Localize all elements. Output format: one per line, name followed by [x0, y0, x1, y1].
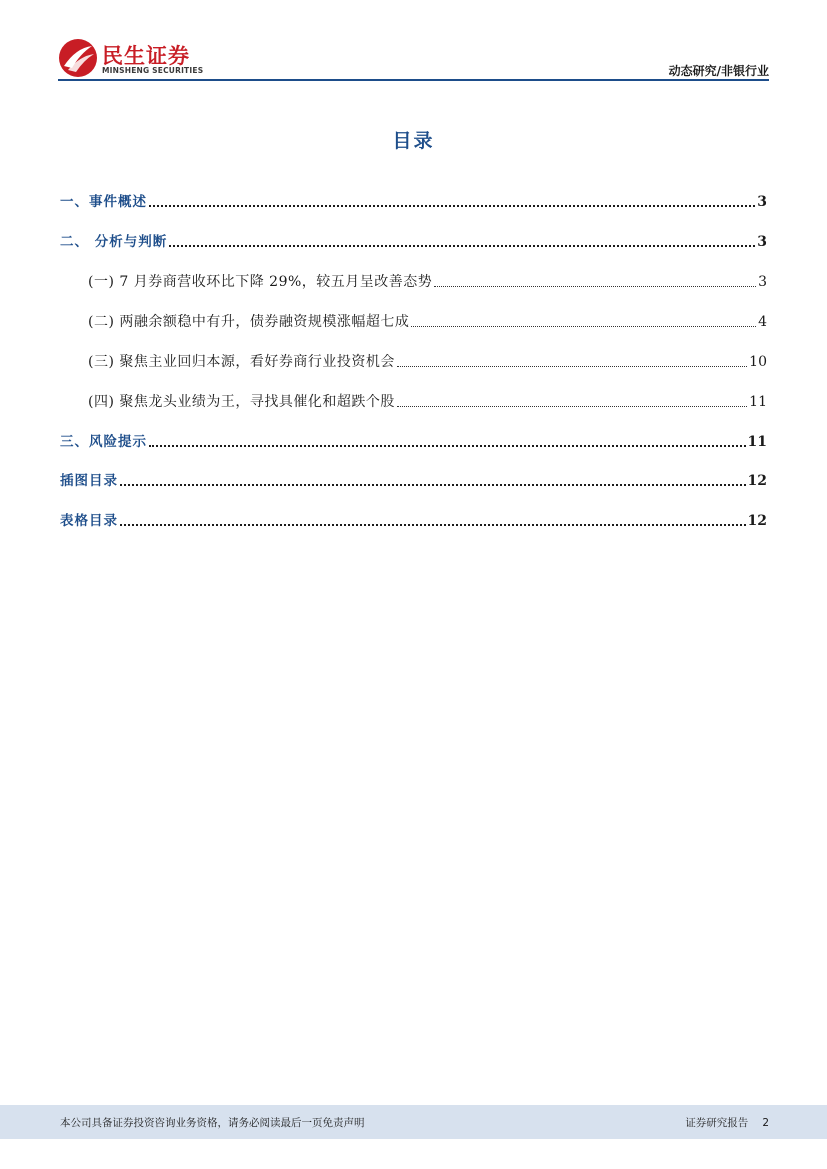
dot-leader: [120, 483, 746, 486]
toc-entry-label: (四) 聚焦龙头业绩为王，寻找具催化和超跌个股: [88, 394, 395, 410]
toc-entry-label: (一) 7 月券商营收环比下降 29%，较五月呈改善态势: [88, 274, 433, 290]
toc-entry-page: 4: [758, 314, 767, 330]
logo-name-en: MINSHENG SECURITIES: [102, 66, 204, 75]
dot-leader: [149, 444, 746, 447]
dot-leader: [169, 244, 755, 247]
page-number: 2: [762, 1117, 769, 1129]
dot-leader: [434, 285, 756, 287]
footer-doc-type: 证券研究报告: [685, 1117, 749, 1129]
toc-entry-label: (二) 两融余额稳中有升，债券融资规模涨幅超七成: [88, 314, 410, 330]
toc-entry-page: 12: [747, 513, 767, 529]
toc-entry-label: (三) 聚焦主业回归本源，看好券商行业投资机会: [88, 354, 395, 370]
logo-name-cn: 民生证券: [102, 44, 190, 68]
toc-entry-page: 3: [758, 274, 767, 290]
toc-title: 目录: [392, 130, 435, 152]
report-type: 动态研究/非银行业: [668, 64, 769, 78]
toc-entry-analysis[interactable]: [60, 230, 767, 254]
minsheng-logo-icon: [58, 38, 98, 78]
toc-entry-label: 插图目录: [60, 473, 118, 489]
toc-entry-page: 12: [747, 473, 767, 489]
toc-entry-page: 3: [757, 234, 767, 250]
dot-leader: [120, 523, 746, 526]
toc-entry-label: 一、事件概述: [60, 194, 147, 210]
page-footer: [0, 1105, 827, 1139]
toc-entry-label: 三、风险提示: [60, 434, 147, 450]
page-header: [0, 0, 827, 82]
toc-entry-margin-financing[interactable]: [88, 310, 767, 334]
toc-entry-label: 表格目录: [60, 513, 118, 529]
dot-leader: [397, 405, 747, 407]
toc-entry-label: 二、 分析与判断: [60, 234, 168, 250]
toc-entry-core-business[interactable]: [88, 350, 767, 374]
dot-leader: [411, 325, 756, 327]
toc-entry-page: 3: [757, 194, 767, 210]
footer-disclaimer: 本公司具备证券投资咨询业务资格，请务必阅读最后一页免责声明: [60, 1117, 365, 1129]
toc-entry-page: 11: [747, 434, 767, 450]
toc-entry-table-index[interactable]: [60, 509, 767, 533]
toc-entry-risk-warning[interactable]: [60, 430, 767, 454]
dot-leader: [149, 204, 755, 207]
dot-leader: [397, 365, 747, 367]
toc-entry-page: 11: [749, 394, 767, 410]
toc-entry-page: 10: [749, 354, 767, 370]
toc-entry-july-revenue[interactable]: [88, 270, 767, 294]
toc-entry-figure-index[interactable]: [60, 469, 767, 493]
header-divider: [58, 79, 769, 81]
footer-meta: [671, 1115, 769, 1130]
toc-entry-event-overview[interactable]: [60, 190, 767, 214]
company-logo: [58, 38, 208, 80]
toc-entry-leading-firms[interactable]: [88, 390, 767, 414]
